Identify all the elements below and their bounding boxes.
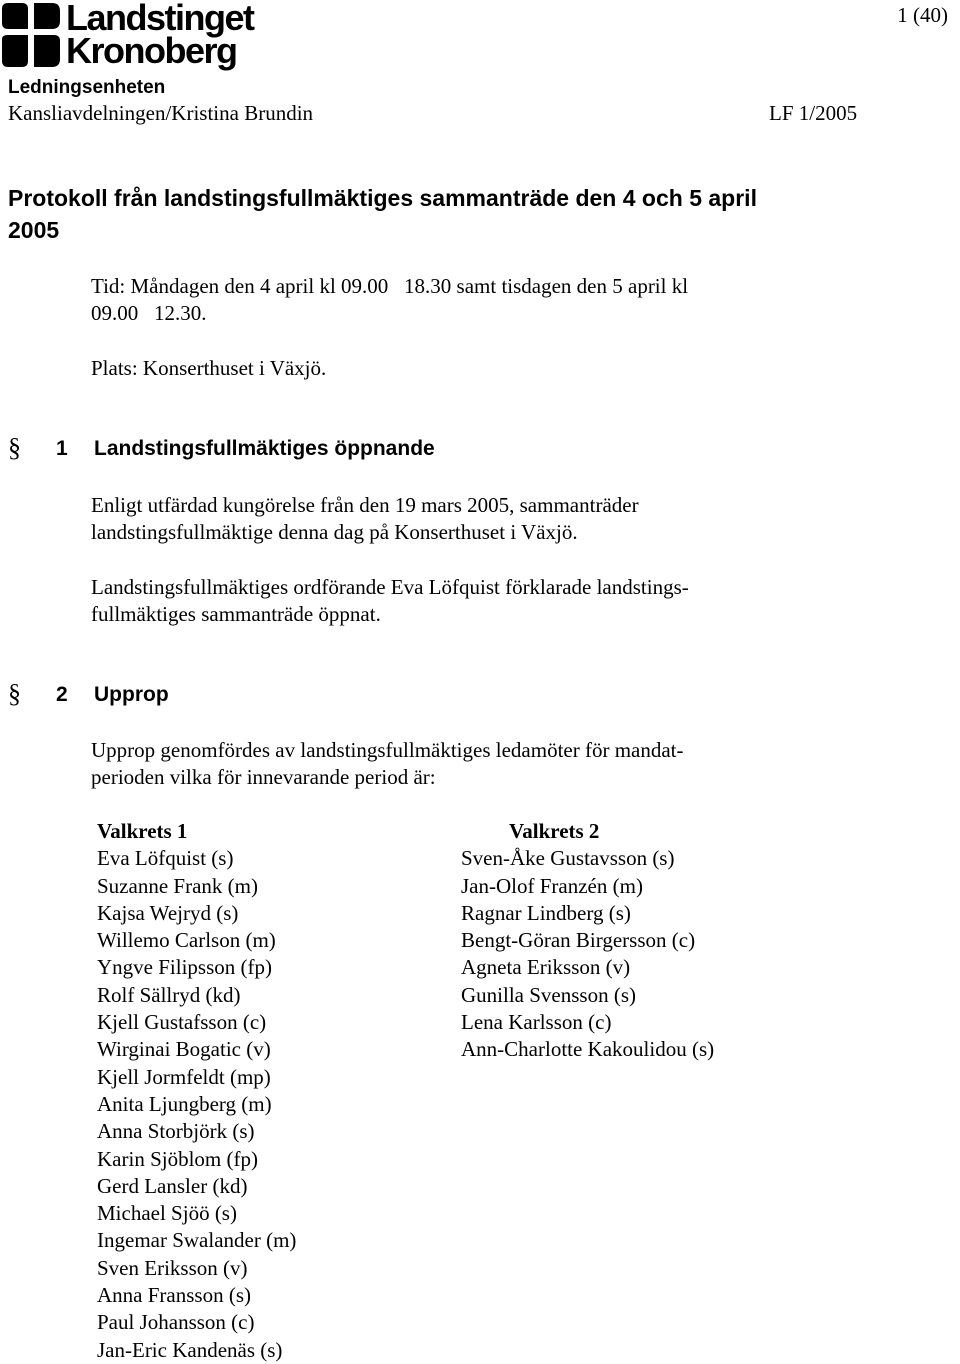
section-title: Landstingsfullmäktiges öppnande [94,437,435,460]
document-reference: LF 1/2005 [769,101,858,125]
logo [2,2,272,70]
logo-line-1: Landstinget [66,0,254,38]
member-name: Jan-Eric Kandenäs (s) [97,1337,283,1362]
member-name: Anna Fransson (s) [97,1283,251,1308]
section-title: Upprop [94,683,169,706]
constituency-1-header: Valkrets 1 [97,819,188,843]
author: Kansliavdelningen/Kristina Brundin [8,101,314,125]
member-name: Gunilla Svensson (s) [461,982,636,1007]
meeting-time-line-2: 09.00 12.30. [91,301,207,325]
constituency-1-list [97,818,296,1364]
member-name: Suzanne Frank (m) [97,873,258,898]
member-name: Michael Sjöö (s) [97,1201,237,1226]
member-name: Bengt-Göran Birgersson (c) [461,928,696,953]
member-name: Ragnar Lindberg (s) [461,900,631,925]
member-name: Wirginai Bogatic (v) [97,1037,271,1062]
department: Ledningsenheten [8,77,166,98]
member-name: Anita Ljungberg (m) [97,1091,272,1116]
member-name: Kjell Gustafsson (c) [97,1010,267,1035]
logo-line-2: Kronoberg [66,30,237,71]
section-number: 2 [56,683,68,706]
member-name: Sven-Åke Gustavsson (s) [461,846,675,871]
constituency-2-list [461,845,714,1063]
member-name: Kjell Jormfeldt (mp) [97,1064,271,1089]
member-name: Willemo Carlson (m) [97,928,276,953]
section-heading-1 [52,437,435,461]
member-name: Ann-Charlotte Kakoulidou (s) [461,1037,715,1062]
member-name: Yngve Filipsson (fp) [97,955,272,980]
section-sign-2: § [8,679,21,708]
section-sign-1: § [8,433,21,462]
member-name: Eva Löfquist (s) [97,846,234,871]
member-name: Sven Eriksson (v) [97,1255,248,1280]
document-title: Protokoll från landstingsfullmäktiges sammanträde den 4 och 5 april 2005 [8,185,757,243]
section-1-paragraph-2-line-1: Landstingsfullmäktiges ordförande Eva Löfquist förklarade landstings- [91,575,689,599]
member-name: Karin Sjöblom (fp) [97,1146,258,1171]
member-name: Rolf Sällryd (kd) [97,982,241,1007]
section-number: 1 [56,437,68,460]
section-1-paragraph-1-line-2: landstingsfullmäktige denna dag på Konserthuset i Växjö. [91,520,578,544]
section-1-paragraph-1-line-1: Enligt utfärdad kungörelse från den 19 mars 2005, sammanträder [91,493,639,517]
member-name: Gerd Lansler (kd) [97,1173,248,1198]
section-2-paragraph-1-line-2: perioden vilka för innevarande period är: [91,765,436,789]
section-1-paragraph-2-line-2: fullmäktiges sammanträde öppnat. [91,602,381,626]
member-name: Ingemar Swalander (m) [97,1228,297,1253]
section-heading-2 [52,683,169,707]
meeting-time-line-1: Tid: Måndagen den 4 april kl 09.00 18.30 samt tisdagen den 5 april kl [91,274,689,298]
member-name: Kajsa Wejryd (s) [97,900,239,925]
meeting-place: Plats: Konserthuset i Växjö. [91,356,327,380]
member-name: Anna Storbjörk (s) [97,1119,255,1144]
logo-mark-icon [2,3,66,67]
section-2-paragraph-1-line-1: Upprop genomfördes av landstingsfullmäktiges ledamöter för mandat- [91,738,684,762]
page-number: 1 (40) [897,3,948,27]
member-name: Agneta Eriksson (v) [461,955,631,980]
member-name: Lena Karlsson (c) [461,1010,612,1035]
member-name: Jan-Olof Franzén (m) [461,873,643,898]
constituency-2-header: Valkrets 2 [509,819,600,843]
member-name: Paul Johansson (c) [97,1310,255,1335]
